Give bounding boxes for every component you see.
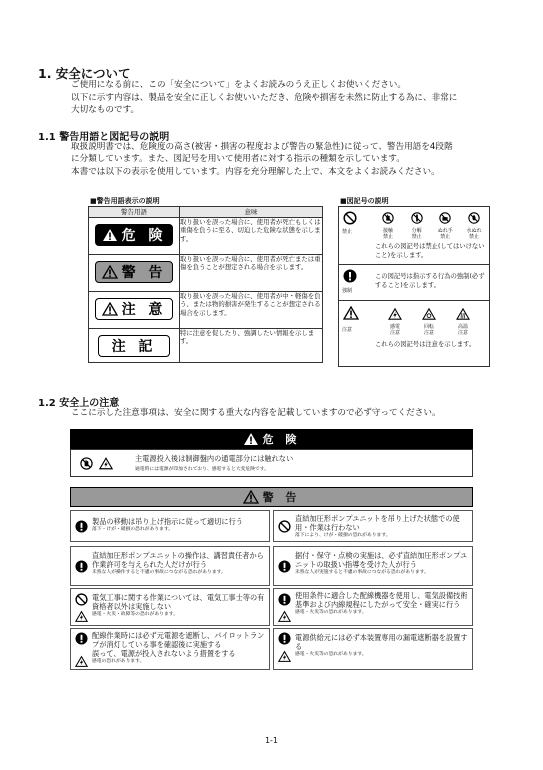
warning-triangle-icon (243, 490, 259, 504)
rotation-icon (422, 308, 436, 320)
caution-icon (343, 306, 359, 320)
warning-cell (70, 546, 270, 586)
warning-sub: 落下により、けが・破損の恐れがあります。 (295, 533, 391, 538)
mandatory-icon (75, 560, 88, 573)
section-title: 1. 安全について (38, 66, 131, 81)
label-danger: 危 険 (95, 224, 173, 246)
electric-shock-icon (388, 308, 402, 320)
warning-cell (273, 628, 473, 670)
meaning-warning: 取り扱いを誤った場合に、使用者が死亡または重傷を負うことが想定される場合を示します。 (180, 255, 323, 292)
col-head-term: 警告用語 (89, 207, 180, 218)
intro-line-2: 以下に示す内容は、製品を安全に正しくお使いいただき、危険や損害を未然に防止する為に、非常に (71, 93, 458, 103)
danger-sub: 通電時には電源が印加されており、感電すると大変危険です。 (135, 467, 269, 472)
label-warning: 警 告 (95, 261, 173, 283)
subsection-title-1-2: 1.2 安全上の注意 (38, 398, 120, 409)
warning-cell (273, 510, 473, 542)
label-note: 注 記 (98, 335, 170, 357)
mandatory-icon (343, 269, 357, 283)
mandatory-icon (278, 632, 291, 645)
mandatory-icon (278, 560, 291, 573)
warning-cell (70, 588, 270, 626)
danger-banner: 危 険 (70, 429, 473, 449)
subsection-title-1-1: 1.1 警告用語と図記号の説明 (38, 132, 170, 143)
prohibition-icon (75, 593, 88, 606)
high-temperature-icon (456, 308, 470, 320)
label-caution: 注 意 (95, 298, 173, 320)
page-number: 1-1 (264, 736, 279, 745)
meaning-danger: 取り扱いを誤った場合に、使用者が死亡もしくは重傷を負うに至る、切迫した危険な状態を示します。 (180, 218, 323, 255)
warning-text: 直結加圧形ポンプユニットを吊り上げた状態での使用・作業は行わない (295, 514, 460, 532)
warning-text: 電源供給元には必ず本装置専用の漏電遮断器を設置する (295, 633, 468, 651)
warning-text: 直結加圧形ポンプユニットの操作は、講習責任者から作業許可を与えられた人だけが行う (92, 551, 264, 569)
warning-triangle-icon (102, 302, 118, 316)
rotation-item: 回転 注意 (417, 305, 441, 336)
electric-shock-icon (278, 610, 291, 623)
meaning-caution: 取り扱いを誤った場合に、使用者が中・軽傷を負う、または物的損害が発生することが想定される場合を示します。 (180, 292, 323, 329)
no-touch-icon (382, 212, 394, 224)
warning-sub: 感電・火災等の恐れがあります。 (295, 652, 367, 657)
no-water-item: 水ぬれ 禁止 (461, 209, 487, 240)
meaning-note: 特に注意を促したり、強調したい情報を示します。 (180, 329, 323, 363)
prohibition-icon (343, 211, 357, 225)
mandatory-label: 強制 (342, 288, 353, 294)
mandatory-desc: この図記号は指示する行為の強制(必ずすること)を示します。 (375, 273, 485, 289)
table2-caption: ■図記号の説明 (340, 197, 389, 205)
warning-cell (273, 546, 473, 586)
prohibition-icon (278, 520, 291, 533)
warning-triangle-icon (243, 432, 259, 446)
mandatory-icon (75, 520, 88, 533)
warning-sub: 未熟な人が操作すると不慮の事故につながる恐れがあります。 (92, 570, 226, 575)
s12-body: ここに示した注意事項は、安全に関する重大な内容を記載していますので必ず守ってください。 (71, 408, 441, 418)
caution-label: 注意 (342, 327, 353, 333)
warning-sub: 感電・火災・故障等の恐れがあります。 (92, 612, 178, 617)
warning-sub: 感電・火災等の恐れがあります。 (295, 610, 367, 615)
warning-triangle-icon (102, 265, 118, 279)
warning-cell (70, 510, 270, 542)
intro-line-1: ご使用になる前に、この「安全について」をよくお読みのうえ正しくお使いください。 (71, 80, 406, 90)
warning-text: 据付・保守・点検の実施は、必ず直結加圧形ポンプユニットの取扱い指導を受けた人が行う (295, 551, 468, 569)
warning-banner: 警 告 (70, 487, 473, 507)
no-wet-hands-icon (439, 212, 451, 224)
symbol-table (338, 206, 490, 367)
warning-sub: 未熟な人が実施すると不慮の事故につながる恐れがあります。 (295, 570, 429, 575)
warning-text: 使用条件に適合した配線機器を使用し、電気設備技術基準および内線規程にしたがって安全・確実に行う (295, 591, 468, 609)
no-touch-icon (80, 457, 93, 470)
no-disassembly-item: 分解 禁止 (404, 209, 430, 240)
intro-line-3: 大切なものです。 (71, 105, 140, 115)
warning-text: 製品の移動は吊り上げ指示に従って適切に行う (92, 517, 243, 526)
electric-shock-icon (75, 655, 88, 668)
s11-line-1: 取扱説明書では、危険度の高さ(被害・損害の程度および警告の緊急性)に従って、警告用語を4段階 (71, 142, 453, 152)
no-touch-item: 接触 禁止 (375, 209, 401, 240)
table1-caption: ■警告用語表示の説明 (90, 197, 160, 205)
electric-shock-item: 感電 注意 (383, 305, 407, 336)
warning-triangle-icon (102, 228, 118, 242)
col-head-meaning: 意味 (180, 207, 323, 218)
prohibit-desc: これらの図記号は禁止(してはいけないこと)を示します。 (375, 243, 485, 259)
warning-cell (273, 588, 473, 626)
warning-text: 電気工事に関する作業については、電気工事士等の有資格者以外は実施しない (92, 593, 265, 611)
mandatory-icon (75, 632, 88, 645)
caution-desc: これらの図記号は注意を示します。 (375, 341, 476, 348)
danger-text: 主電源投入後は制御盤内の通電部分には触れない (135, 454, 294, 463)
warning-text: 配線作業時には必ず元電源を遮断し、パイロットランプが消灯している事を確認後に実施する (92, 631, 265, 649)
no-wet-hands-item: ぬれ手 禁止 (432, 209, 458, 240)
no-water-icon (468, 212, 480, 224)
warning-sub: 感電の恐れがあります。 (92, 659, 145, 664)
electric-shock-icon (75, 610, 88, 623)
mandatory-icon (278, 593, 291, 606)
danger-item (70, 449, 473, 477)
electric-shock-icon (278, 650, 291, 663)
warning-text-2: 誤って、電源が投入されないよう措置をする (92, 649, 236, 658)
no-disassembly-icon (411, 212, 423, 224)
electric-shock-icon (99, 457, 113, 470)
warning-terms-table (88, 206, 323, 363)
prohibit-label: 禁止 (342, 229, 353, 235)
warning-cell (70, 628, 270, 670)
warning-sub: 落下・けが・破損の恐れがあります。 (92, 527, 174, 532)
s11-line-3: 本書では以下の表示を使用しています。内容を充分理解した上で、本文をよくお読みください。 (71, 167, 440, 177)
high-temp-item: 高温 注意 (451, 305, 475, 336)
s11-line-2: に分類しています。また、図記号を用いて使用者に対する指示の種類を示しています。 (71, 154, 405, 164)
